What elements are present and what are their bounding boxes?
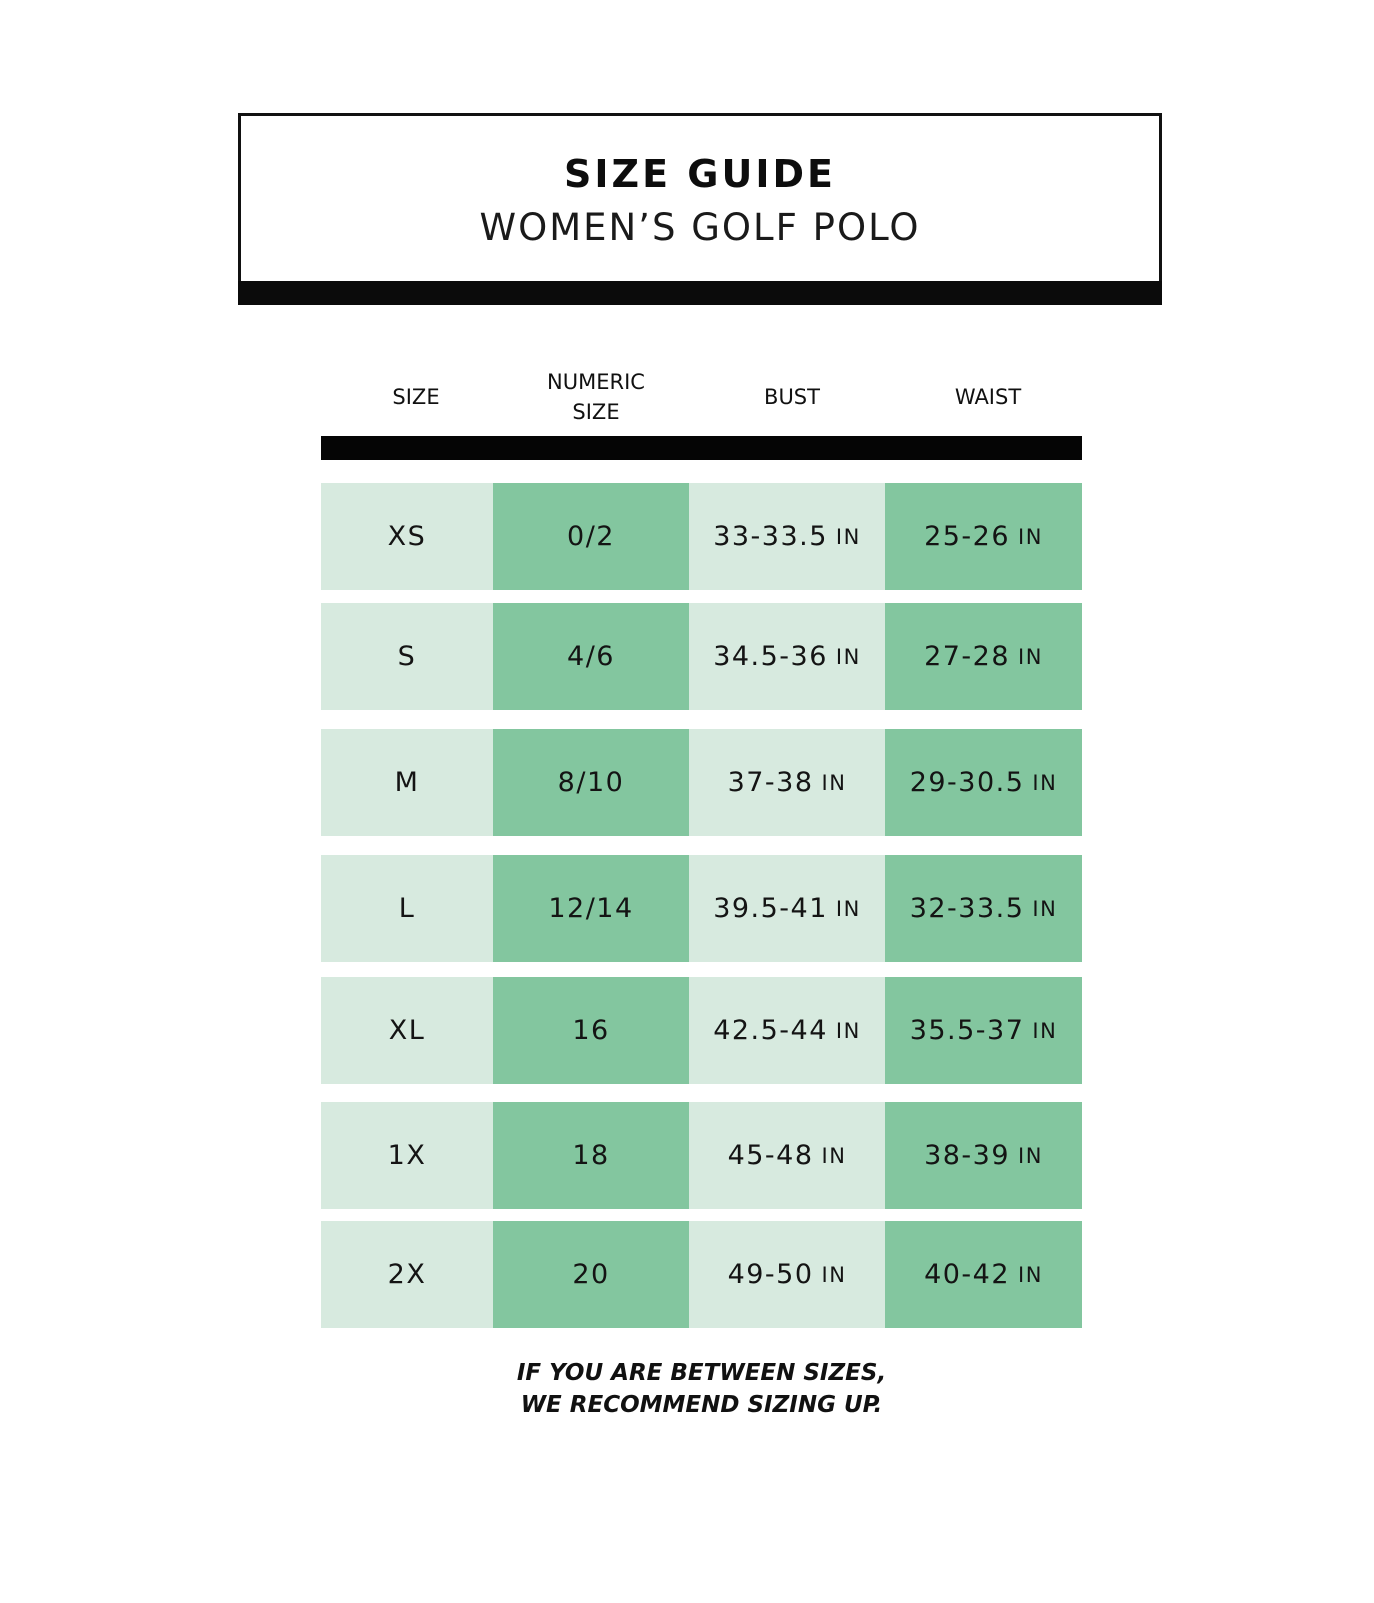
bust-unit: IN — [835, 644, 861, 669]
bust-value: 39.5-41 — [713, 893, 828, 924]
header-underline-bar — [238, 281, 1162, 305]
bust-value: 45-48 — [727, 1140, 814, 1171]
cell-waist — [885, 977, 1082, 1084]
cell-waist — [885, 1221, 1082, 1328]
waist-unit: IN — [1018, 524, 1043, 549]
table-row — [321, 483, 1082, 590]
page-title: SIZE GUIDE — [564, 152, 836, 196]
waist-unit: IN — [1018, 1262, 1043, 1287]
waist-unit: IN — [1032, 896, 1058, 921]
column-header-bust: BUST — [764, 385, 820, 409]
sizing-note — [321, 1357, 1082, 1421]
sizing-note-line-2: WE RECOMMEND SIZING UP. — [520, 1392, 883, 1418]
cell-waist — [885, 483, 1082, 590]
waist-value: 35.5-37 — [909, 1015, 1025, 1046]
cell-numeric-size: 8/10 — [493, 729, 689, 836]
bust-value: 37-38 — [727, 767, 814, 798]
cell-bust — [689, 1102, 885, 1209]
table-row — [321, 1102, 1082, 1209]
bust-unit: IN — [835, 896, 861, 921]
bust-unit: IN — [835, 524, 861, 549]
table-row — [321, 1221, 1082, 1328]
bust-value: 49-50 — [727, 1259, 814, 1290]
table-row — [321, 603, 1082, 710]
waist-value: 25-26 — [924, 521, 1011, 552]
cell-numeric-size: 18 — [493, 1102, 689, 1209]
column-header-waist: WAIST — [954, 385, 1022, 409]
waist-value: 27-28 — [924, 641, 1011, 672]
table-row — [321, 729, 1082, 836]
waist-unit: IN — [1032, 1018, 1058, 1043]
cell-size: S — [321, 603, 493, 710]
cell-waist — [885, 603, 1082, 710]
cell-bust — [689, 977, 885, 1084]
cell-bust — [689, 483, 885, 590]
page-subtitle: WOMEN’S GOLF POLO — [479, 206, 921, 249]
cell-size: M — [321, 729, 493, 836]
cell-size: 1X — [321, 1102, 493, 1209]
cell-size: 2X — [321, 1221, 493, 1328]
cell-bust — [689, 729, 885, 836]
table-header-bar — [321, 436, 1082, 460]
cell-waist — [885, 729, 1082, 836]
table-row — [321, 977, 1082, 1084]
cell-numeric-size: 20 — [493, 1221, 689, 1328]
cell-size: L — [321, 855, 493, 962]
waist-value: 40-42 — [924, 1259, 1011, 1290]
sizing-note-line-1: IF YOU ARE BETWEEN SIZES, — [516, 1360, 887, 1386]
cell-numeric-size: 16 — [493, 977, 689, 1084]
cell-size: XL — [321, 977, 493, 1084]
table-row — [321, 855, 1082, 962]
bust-unit: IN — [821, 1143, 847, 1168]
cell-numeric-size: 0/2 — [493, 483, 689, 590]
bust-unit: IN — [821, 1262, 847, 1287]
bust-value: 34.5-36 — [713, 641, 828, 672]
waist-value: 32-33.5 — [909, 893, 1025, 924]
bust-value: 33-33.5 — [713, 521, 828, 552]
cell-waist — [885, 1102, 1082, 1209]
bust-value: 42.5-44 — [713, 1015, 828, 1046]
cell-bust — [689, 603, 885, 710]
cell-bust — [689, 855, 885, 962]
waist-value: 29-30.5 — [909, 767, 1025, 798]
bust-unit: IN — [835, 1018, 861, 1043]
waist-unit: IN — [1032, 770, 1058, 795]
cell-size: XS — [321, 483, 493, 590]
cell-bust — [689, 1221, 885, 1328]
cell-numeric-size: 4/6 — [493, 603, 689, 710]
cell-numeric-size: 12/14 — [493, 855, 689, 962]
bust-unit: IN — [821, 770, 847, 795]
waist-value: 38-39 — [924, 1140, 1011, 1171]
waist-unit: IN — [1018, 644, 1043, 669]
column-header-size: SIZE — [392, 385, 440, 409]
cell-waist — [885, 855, 1082, 962]
waist-unit: IN — [1018, 1143, 1043, 1168]
column-header-numeric-size: NUMERIC SIZE — [547, 370, 645, 424]
